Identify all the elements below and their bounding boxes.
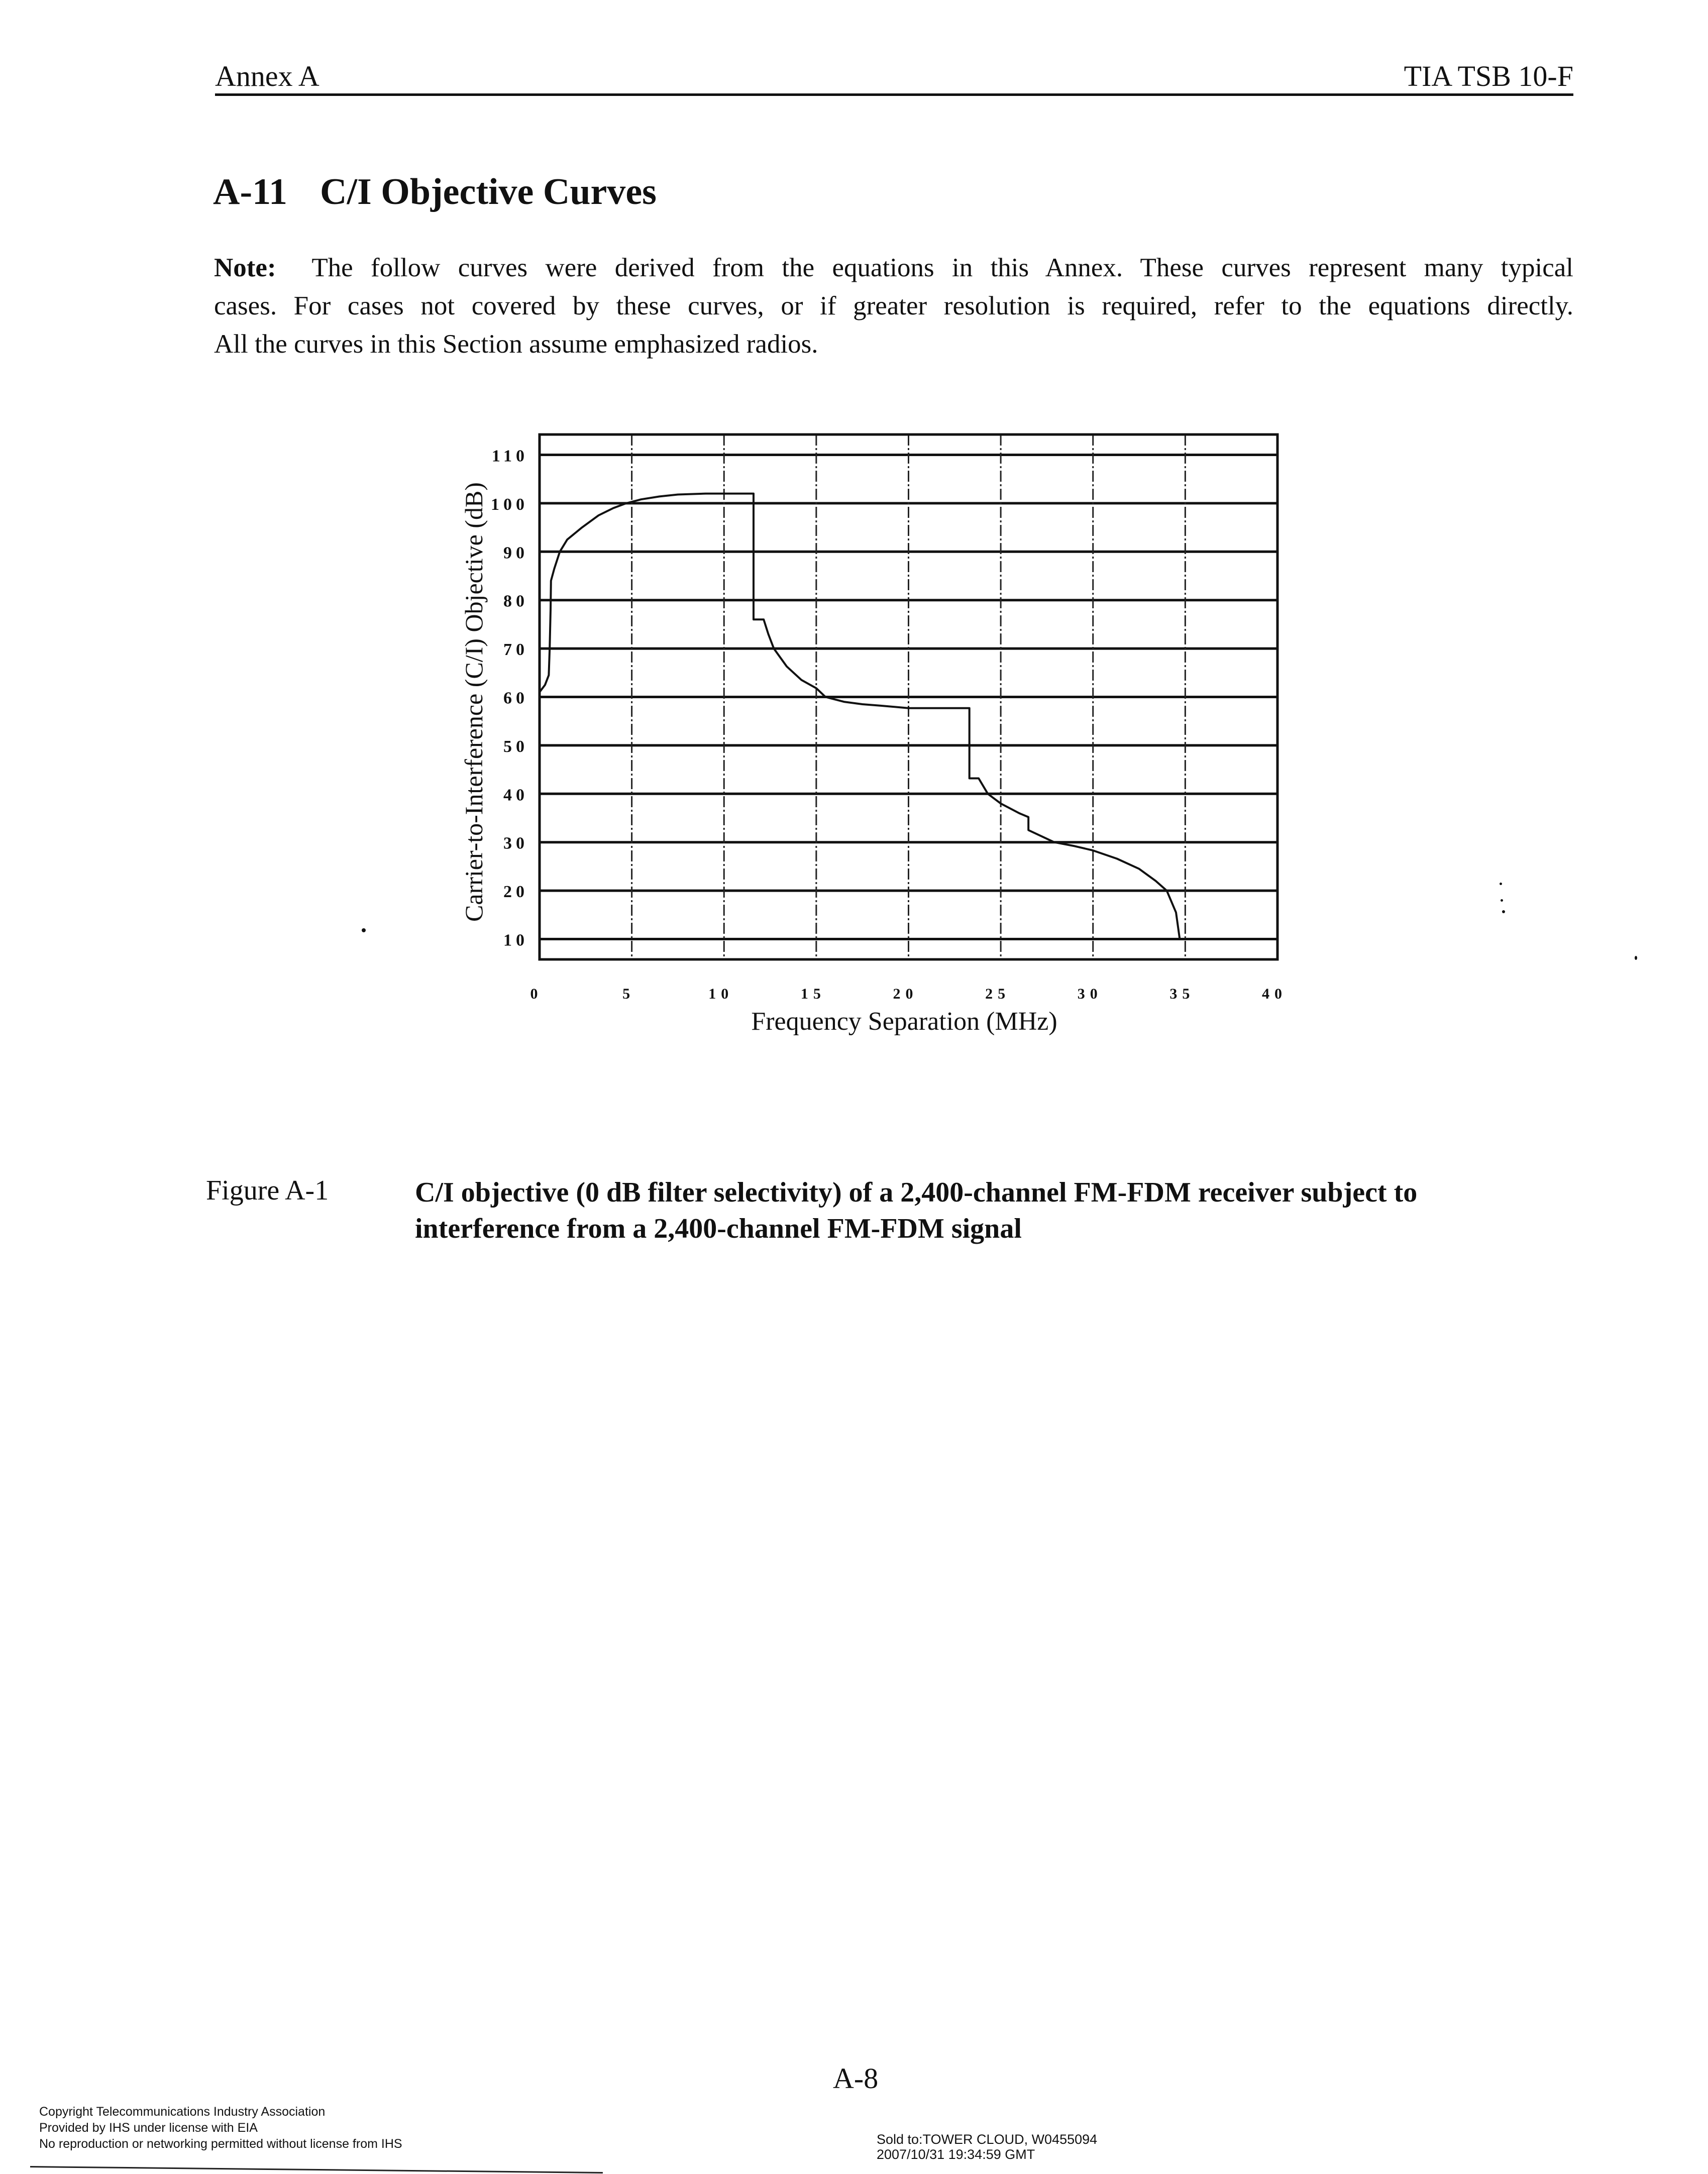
note-line-1: [214, 249, 1573, 287]
scan-speck: [1501, 899, 1503, 902]
copyright-line: Provided by IHS under license with EIA: [39, 2121, 258, 2135]
x-tick-label: 10: [708, 986, 734, 1002]
y-tick-label: 50: [503, 737, 528, 756]
x-tick-label: 0: [530, 986, 543, 1002]
section-title: C/I Objective Curves: [320, 171, 657, 212]
ci-objective-chart: [0, 0, 1708, 1055]
page-number: A-8: [833, 2062, 879, 2095]
scan-speck: [362, 928, 366, 932]
plot-frame: [540, 434, 1277, 959]
note-label: Note:: [214, 253, 276, 282]
x-tick-labels: [530, 986, 1288, 1002]
x-tick-label: 30: [1077, 986, 1103, 1002]
footer-rule: [30, 2166, 603, 2173]
y-tick-label: 30: [503, 834, 528, 853]
copyright-line: Copyright Telecommunications Industry Association: [39, 2105, 326, 2119]
running-header-annex: Annex A: [215, 60, 319, 92]
y-tick-label: 60: [503, 689, 528, 708]
y-tick-label: 110: [491, 447, 528, 466]
figure-caption: C/I objective (0 dB filter selectivity) of a 2,400-channel FM-FDM receiver subject to interference from a 2,400-channel FM-FDM signal: [415, 1177, 1418, 1244]
sold-timestamp: 2007/10/31 19:34:59 GMT: [877, 2147, 1035, 2162]
y-tick-labels: [491, 447, 528, 949]
copyright-notice: [39, 2104, 402, 2152]
section-heading: [213, 171, 657, 213]
note-text-1: The follow curves were derived from the equations in this Annex. These curves represent many typical: [311, 253, 1573, 282]
x-tick-label: 5: [622, 986, 635, 1002]
section-number: A-11: [213, 171, 287, 212]
figure-label: Figure A-1: [206, 1175, 329, 1206]
y-tick-label: 70: [503, 640, 528, 660]
y-axis-label: Carrier-to-Interference (C/I) Objective (dB): [460, 482, 488, 922]
x-axis-label: Frequency Separation (MHz): [751, 1007, 1057, 1036]
x-tick-label: 25: [985, 986, 1011, 1002]
grid: [540, 434, 1277, 959]
scan-speck: [1500, 883, 1502, 885]
copyright-line: No reproduction or networking permitted without license from IHS: [39, 2137, 402, 2151]
scan-speck: [1635, 956, 1637, 960]
note-line-3: All the curves in this Section assume emphasized radios.: [214, 330, 818, 359]
y-tick-label: 40: [503, 786, 528, 805]
x-tick-label: 20: [893, 986, 918, 1002]
ci-objective-curve: [540, 494, 1180, 939]
sold-to-line: Sold to:TOWER CLOUD, W0455094: [877, 2132, 1098, 2147]
y-tick-label: 10: [503, 931, 528, 950]
scan-speck: [1502, 910, 1505, 913]
y-tick-label: 20: [503, 883, 528, 902]
sold-to-stamp: [877, 2132, 1097, 2162]
running-header-document-id: TIA TSB 10-F: [1404, 60, 1573, 92]
x-tick-label: 35: [1169, 986, 1195, 1002]
note-line-2: cases. For cases not covered by these curves, or if greater resolution is required, refer to the equations directly.: [214, 291, 1573, 320]
y-tick-label: 90: [503, 544, 528, 563]
x-tick-label: 40: [1262, 986, 1287, 1002]
note-paragraph: [214, 249, 1573, 363]
x-tick-label: 15: [800, 986, 826, 1002]
header-rule: [215, 93, 1573, 96]
y-tick-label: 80: [503, 592, 528, 611]
y-tick-label: 100: [491, 495, 528, 514]
